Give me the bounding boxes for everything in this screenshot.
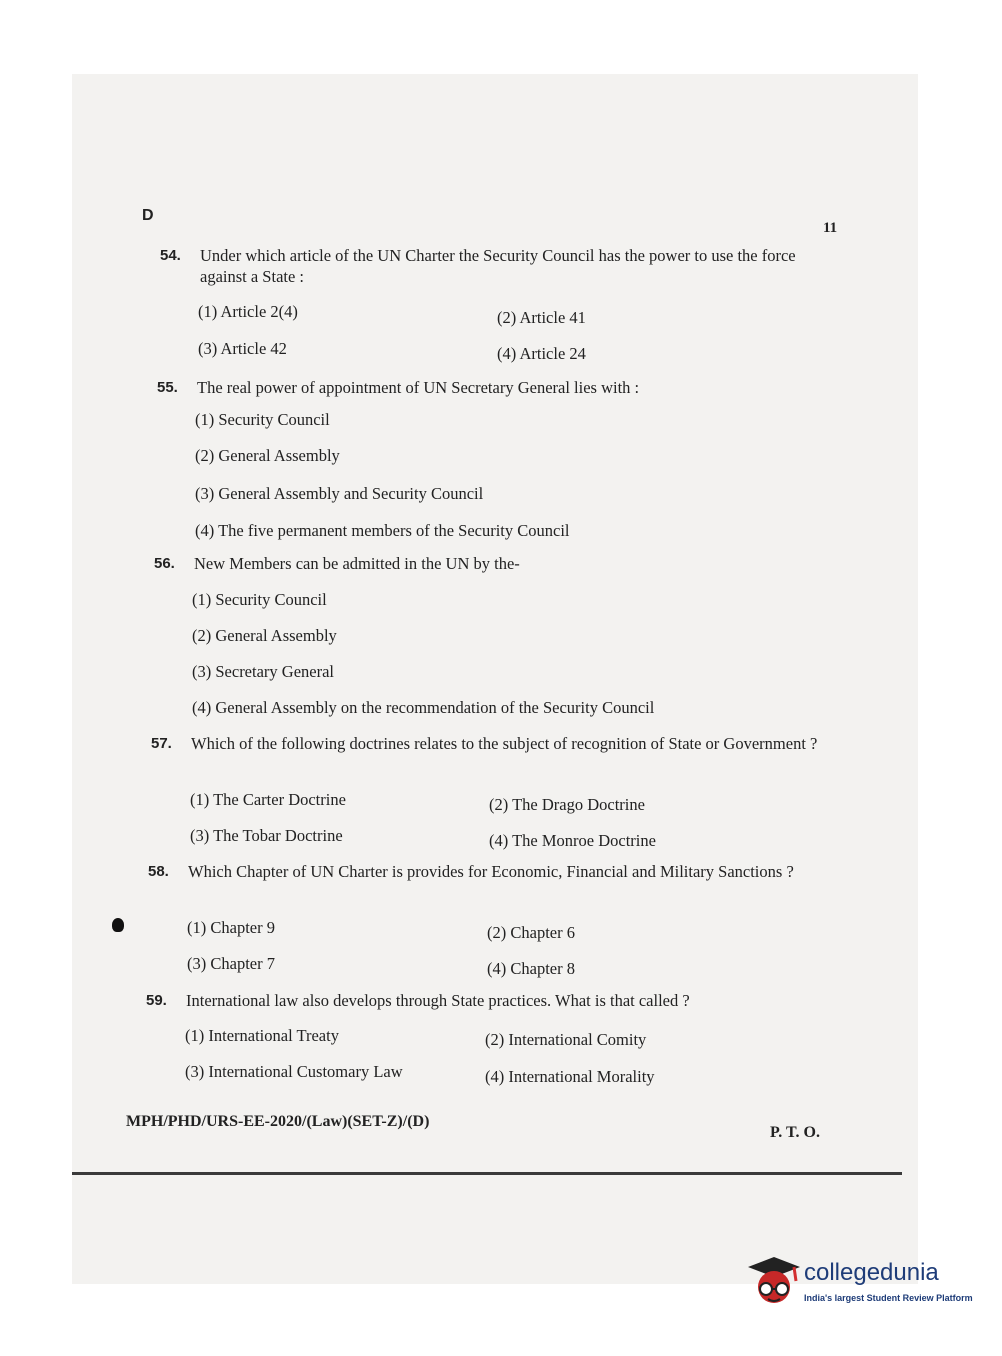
option: (4) International Morality <box>485 1067 655 1086</box>
logo-tagline: India's largest Student Review Platform <box>804 1293 973 1303</box>
paper-code: MPH/PHD/URS-EE-2020/(Law)(SET-Z)/(D) <box>126 1113 430 1130</box>
option: (1) The Carter Doctrine <box>190 790 346 809</box>
set-code: D <box>142 207 154 224</box>
option: (3) Chapter 7 <box>187 954 275 973</box>
option: (2) Article 41 <box>497 308 586 327</box>
question-text: New Members can be admitted in the UN by the- <box>194 554 520 573</box>
logo-wordmark: collegedunia <box>804 1259 939 1286</box>
page-edge-rule <box>72 1172 902 1175</box>
question-number: 56. <box>154 555 175 572</box>
option: (4) Chapter 8 <box>487 959 575 978</box>
option: (4) Article 24 <box>497 344 586 363</box>
option: (1) International Treaty <box>185 1026 339 1045</box>
option: (3) Article 42 <box>198 339 287 358</box>
bullet-mark <box>112 918 124 932</box>
option: (3) Secretary General <box>192 662 334 681</box>
option: (3) The Tobar Doctrine <box>190 826 343 845</box>
option: (2) General Assembly <box>192 626 337 645</box>
question-text: Which Chapter of UN Charter is provides for Economic, Financial and Military Sanctions ? <box>188 862 794 881</box>
option: (4) General Assembly on the recommendation of the Security Council <box>192 698 655 717</box>
option: (3) General Assembly and Security Council <box>195 484 484 503</box>
collegedunia-logo[interactable] <box>744 1253 972 1309</box>
option: (2) Chapter 6 <box>487 923 575 942</box>
question-number: 59. <box>146 992 167 1009</box>
option: (2) International Comity <box>485 1030 647 1049</box>
option: (1) Chapter 9 <box>187 918 275 937</box>
option: (1) Article 2(4) <box>198 302 298 321</box>
option: (2) General Assembly <box>195 446 340 465</box>
page-number: 11 <box>823 220 838 236</box>
question-number: 58. <box>148 863 169 880</box>
option: (2) The Drago Doctrine <box>489 795 645 814</box>
pto-label: P. T. O. <box>770 1124 820 1141</box>
question-number: 54. <box>160 247 181 264</box>
question-text: Which of the following doctrines relates to the subject of recognition of State or Government ? <box>191 734 818 753</box>
option: (4) The five permanent members of the Security Council <box>195 521 570 540</box>
question-text: The real power of appointment of UN Secretary General lies with : <box>197 378 640 397</box>
option: (4) The Monroe Doctrine <box>489 831 656 850</box>
option: (1) Security Council <box>195 410 330 429</box>
option: (3) International Customary Law <box>185 1062 403 1081</box>
question-text: International law also develops through State practices. What is that called ? <box>186 991 690 1010</box>
question-number: 55. <box>157 379 178 396</box>
question-number: 57. <box>151 735 172 752</box>
option: (1) Security Council <box>192 590 327 609</box>
mascot-icon <box>744 1253 802 1311</box>
question-text: Under which article of the UN Charter the Security Council has the power to use the force against a State : <box>200 246 796 286</box>
